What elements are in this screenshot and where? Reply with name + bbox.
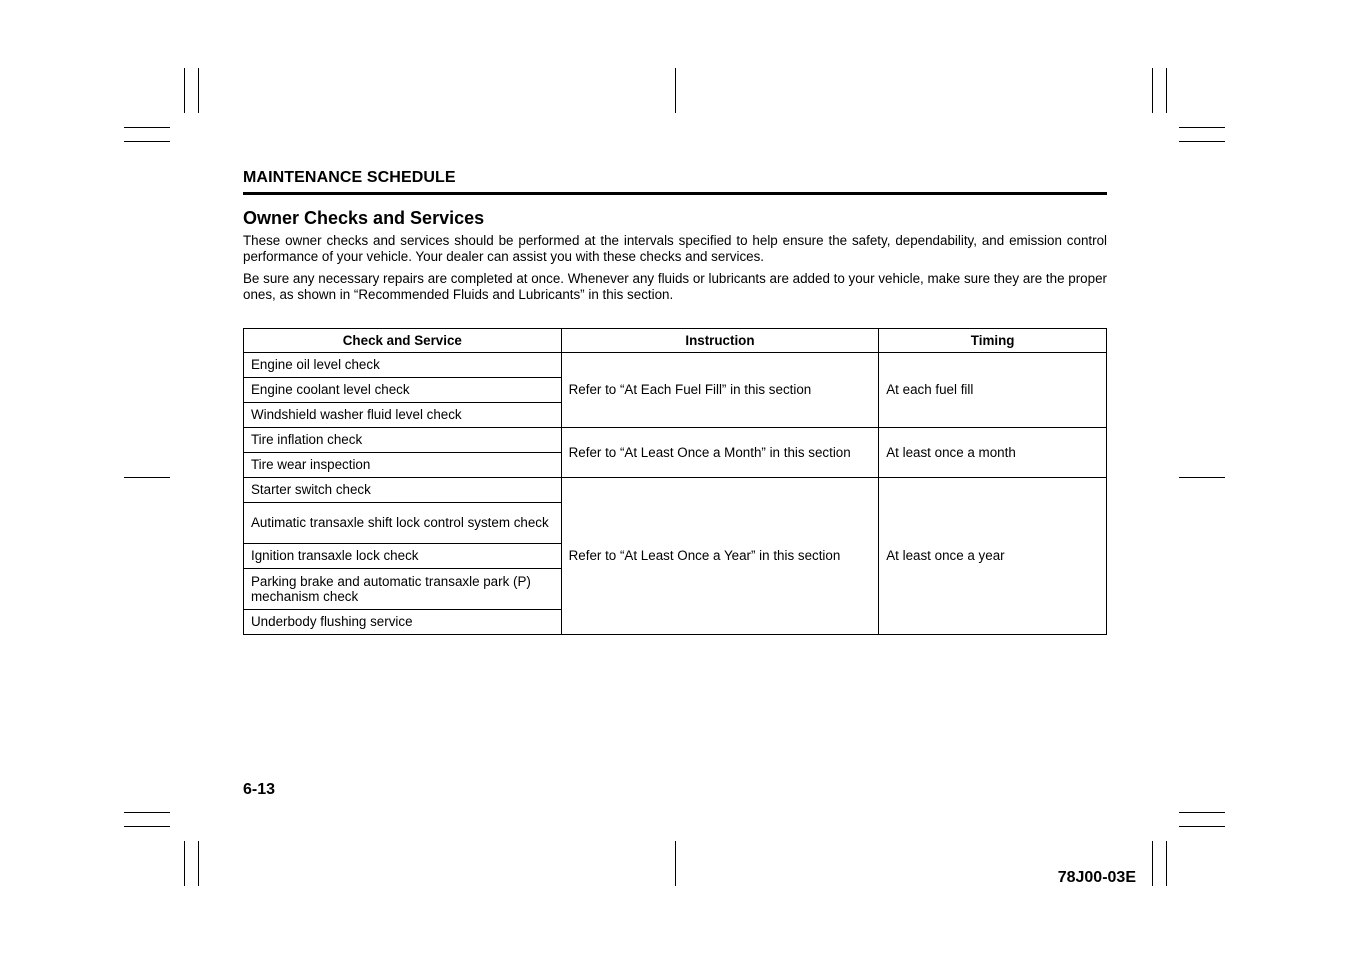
document-code: 78J00-03E [1057,869,1136,886]
instruction-cell: Refer to “At Least Once a Month” in this section [561,428,879,478]
check-cell: Engine oil level check [244,353,562,378]
check-cell: Tire inflation check [244,428,562,453]
column-header-check: Check and Service [244,329,562,353]
section-header: MAINTENANCE SCHEDULE [243,169,456,186]
table-row [244,428,1107,453]
check-cell: Engine coolant level check [244,378,562,403]
timing-cell: At least once a month [879,428,1107,478]
page-number: 6-13 [243,781,276,798]
check-cell: Tire wear inspection [244,453,562,478]
instruction-cell: Refer to “At Each Fuel Fill” in this section [561,353,879,428]
table-header-row [244,329,1107,353]
timing-cell: At least once a year [879,478,1107,635]
check-cell: Underbody flushing service [244,610,562,635]
owner-checks-table [243,328,1107,635]
table-row [244,478,1107,503]
header-rule [243,192,1107,195]
column-header-timing: Timing [879,329,1107,353]
check-cell: Windshield washer fluid level check [244,403,562,428]
table-row [244,353,1107,378]
check-cell: Ignition transaxle lock check [244,544,562,569]
check-cell: Parking brake and automatic transaxle park (P) mechanism check [244,569,562,610]
fluids-paragraph: Be sure any necessary repairs are completed at once. Whenever any fluids or lubricants are added to your vehicle, make sure they are the proper ones, as shown in “Recommended Fluids and Lubricants” in this section. [243,271,1107,302]
check-cell: Starter switch check [244,478,562,503]
column-header-instruction: Instruction [561,329,879,353]
intro-paragraph: These owner checks and services should be performed at the intervals specified to help ensure the safety, dependability, and emission control performance of your vehicle. Your dealer can assist you with these checks and services. [243,233,1107,264]
check-cell: Autimatic transaxle shift lock control system check [244,503,562,544]
page-title: Owner Checks and Services [243,208,485,228]
timing-cell: At each fuel fill [879,353,1107,428]
instruction-cell: Refer to “At Least Once a Year” in this section [561,478,879,635]
